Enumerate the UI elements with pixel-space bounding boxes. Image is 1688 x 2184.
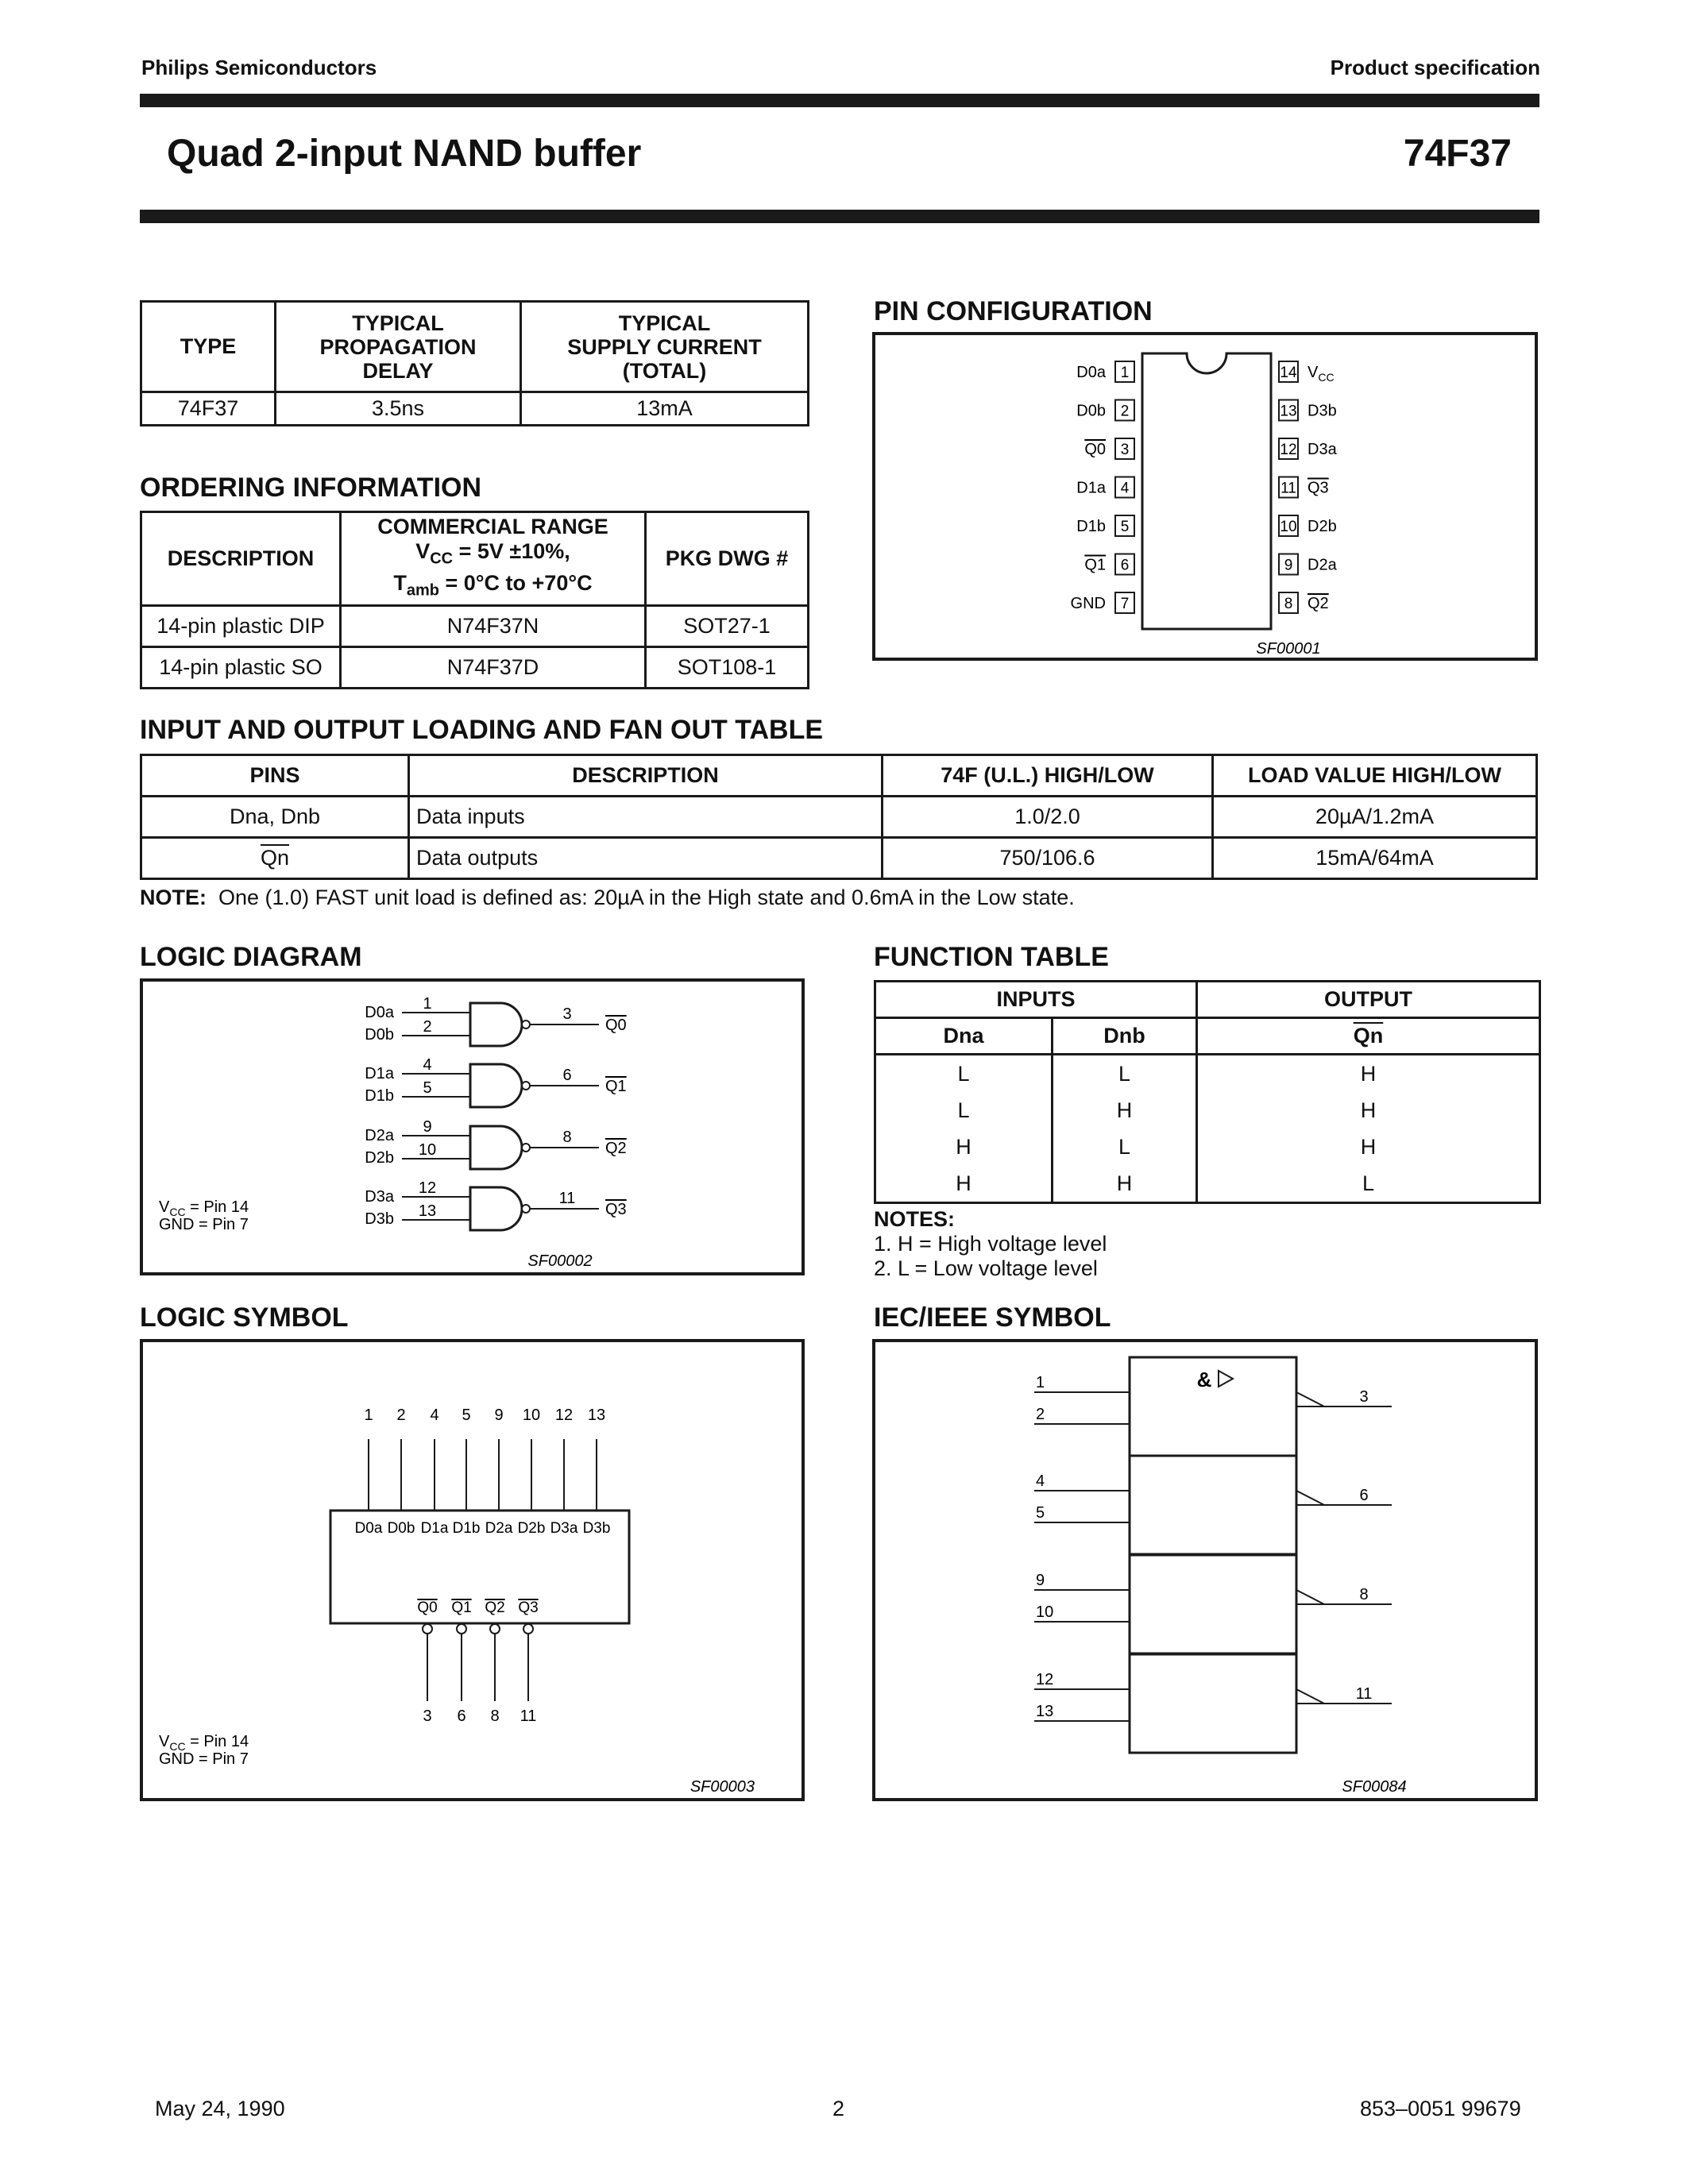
pin-label: Q3 bbox=[1308, 479, 1329, 497]
output-label: Q2 bbox=[485, 1599, 505, 1616]
pin-number: 13 bbox=[418, 1202, 437, 1220]
pin-number: 4 bbox=[423, 1056, 432, 1074]
inversion-bubble bbox=[522, 1021, 530, 1028]
pin-number: 5 bbox=[462, 1406, 471, 1424]
pin-number: 10 bbox=[1280, 519, 1297, 535]
pin-label: D3a bbox=[1308, 441, 1337, 458]
pin-number: 12 bbox=[1036, 1671, 1054, 1688]
pin-number: 11 bbox=[1355, 1685, 1373, 1703]
col-qn: $\overline{Qn}$ bbox=[1197, 1018, 1540, 1055]
loading-load-cell: 20µA/1.2mA bbox=[1213, 797, 1537, 838]
iec-symbol bbox=[875, 1342, 1535, 1798]
ft-cell: H bbox=[1197, 1092, 1540, 1129]
pin-label: Q2 bbox=[1308, 595, 1329, 612]
output-label: Q3 bbox=[605, 1201, 627, 1218]
input-label: D3a bbox=[550, 1520, 578, 1537]
inversion-bubble bbox=[523, 1624, 533, 1634]
page-title: Quad 2-input NAND buffer bbox=[167, 133, 642, 175]
note-1: 1. H = High voltage level bbox=[874, 1232, 1107, 1256]
ordering-table bbox=[140, 511, 809, 689]
loading-ul-cell: 750/106.6 bbox=[883, 838, 1213, 879]
pin-number: 2 bbox=[1036, 1406, 1045, 1423]
loading-header-ul: 74F (U.L.) HIGH/LOW bbox=[883, 755, 1213, 797]
loading-pins-cell: $\overline{Qn}$ bbox=[141, 838, 409, 879]
logic-symbol-box bbox=[140, 1339, 805, 1801]
ordering-desc-cell: 14-pin plastic DIP bbox=[141, 606, 341, 647]
input-label: D1a bbox=[420, 1520, 449, 1537]
inversion-bubble bbox=[423, 1624, 432, 1634]
pin-number: 13 bbox=[1280, 403, 1297, 420]
document-type: Product specification bbox=[1330, 56, 1540, 79]
input-label: D1b bbox=[452, 1520, 481, 1537]
pin-number: 9 bbox=[1284, 557, 1293, 574]
inversion-bubble bbox=[522, 1082, 530, 1090]
pin-number: 12 bbox=[418, 1179, 437, 1197]
pin-number: 8 bbox=[562, 1129, 572, 1146]
pin-number: 1 bbox=[1036, 1374, 1045, 1391]
iec-symbol-box bbox=[872, 1339, 1538, 1801]
page-number: 2 bbox=[832, 2097, 845, 2120]
type-cell: 74F37 bbox=[141, 392, 276, 426]
inversion-bubble bbox=[490, 1624, 500, 1634]
pin-number: 3 bbox=[562, 1005, 572, 1023]
pin-number: 7 bbox=[1120, 596, 1130, 612]
vcc-note: $V_{CC}$ = Pin 14 bbox=[159, 1198, 249, 1218]
pin-label: D2b bbox=[1308, 518, 1337, 535]
input-label: D1b bbox=[365, 1087, 394, 1105]
output-label: Q1 bbox=[451, 1599, 472, 1616]
ft-cell: H bbox=[1053, 1092, 1197, 1129]
pin-number: 6 bbox=[562, 1067, 572, 1084]
pin-label: D0a bbox=[1076, 364, 1106, 381]
pin-number: 1 bbox=[1120, 365, 1130, 381]
function-table-title: FUNCTION TABLE bbox=[874, 942, 1109, 972]
footer-code: 853–0051 99679 bbox=[1360, 2097, 1521, 2120]
input-label: D0b bbox=[365, 1026, 394, 1044]
part-number: 74F37 bbox=[1403, 133, 1512, 175]
loading-ul-cell: 1.0/2.0 bbox=[883, 797, 1213, 838]
ft-cell: L bbox=[875, 1092, 1053, 1129]
ft-cell: H bbox=[875, 1165, 1053, 1203]
input-label: D2a bbox=[365, 1127, 394, 1144]
pin-number: 13 bbox=[587, 1406, 606, 1424]
ft-cell: L bbox=[1053, 1129, 1197, 1165]
pin-number: 5 bbox=[1036, 1504, 1045, 1522]
ordering-pkg-cell: SOT27-1 bbox=[646, 606, 809, 647]
footer-date: May 24, 1990 bbox=[155, 2097, 285, 2120]
figure-code: SF00001 bbox=[1256, 640, 1321, 658]
pin-config-title: PIN CONFIGURATION bbox=[874, 296, 1153, 326]
output-label: Q0 bbox=[417, 1599, 438, 1616]
figure-code: SF00003 bbox=[689, 1778, 755, 1796]
nand-gate-icon bbox=[470, 1126, 522, 1169]
nand-gate-icon bbox=[470, 1003, 522, 1046]
iec-gate-section bbox=[1130, 1555, 1296, 1653]
col-dna: Dna bbox=[875, 1018, 1053, 1055]
loading-desc-cell: Data inputs bbox=[409, 797, 883, 838]
loading-pins-cell: Dna, Dnb bbox=[141, 797, 409, 838]
pin-number: 1 bbox=[423, 995, 432, 1013]
output-label: Q3 bbox=[518, 1599, 539, 1616]
ft-cell: L bbox=[875, 1055, 1053, 1093]
pin-config-diagram bbox=[875, 335, 1535, 658]
iec-gate-section bbox=[1130, 1654, 1296, 1753]
output-label: Q0 bbox=[605, 1017, 627, 1034]
pin-number: 8 bbox=[1284, 596, 1293, 612]
loading-desc-cell: Data outputs bbox=[409, 838, 883, 879]
negation-indicator bbox=[1296, 1392, 1324, 1406]
loading-header-load: LOAD VALUE HIGH/LOW bbox=[1213, 755, 1537, 797]
pin-number: 6 bbox=[1359, 1487, 1369, 1504]
nand-gate-icon bbox=[470, 1187, 522, 1230]
pin-number: 13 bbox=[1036, 1703, 1054, 1720]
loading-load-cell: 15mA/64mA bbox=[1213, 838, 1537, 879]
pin-label: D3b bbox=[1308, 402, 1337, 420]
input-label: D3b bbox=[365, 1210, 394, 1228]
pin-label: $V_{CC}$ bbox=[1308, 364, 1335, 384]
pin-number: 6 bbox=[457, 1707, 466, 1725]
pin-label: Q0 bbox=[1084, 441, 1106, 458]
iec-gate-section bbox=[1130, 1456, 1296, 1554]
pin-number: 5 bbox=[1120, 519, 1130, 535]
output-label: Q2 bbox=[605, 1140, 627, 1157]
input-label: D1a bbox=[365, 1065, 394, 1082]
ft-cell: L bbox=[1053, 1055, 1197, 1093]
pin-number: 11 bbox=[520, 1707, 537, 1725]
output-label: Q1 bbox=[605, 1078, 627, 1095]
pin-number: 3 bbox=[423, 1707, 432, 1725]
pin-number: 8 bbox=[490, 1707, 500, 1725]
pin-number: 10 bbox=[418, 1141, 437, 1159]
pin-number: 3 bbox=[1120, 442, 1130, 458]
pin-number: 3 bbox=[1359, 1388, 1369, 1406]
iec-symbol-title: IEC/IEEE SYMBOL bbox=[874, 1302, 1111, 1333]
pin-number: 4 bbox=[1036, 1472, 1045, 1490]
current-cell: 13mA bbox=[521, 392, 809, 426]
inversion-bubble bbox=[457, 1624, 466, 1634]
nand-gate-icon bbox=[470, 1064, 522, 1107]
col-dnb: Dnb bbox=[1053, 1018, 1197, 1055]
logic-symbol bbox=[143, 1342, 802, 1798]
pin-label: D0b bbox=[1076, 402, 1106, 420]
pin-number: 2 bbox=[423, 1018, 432, 1036]
pin-number: 9 bbox=[423, 1118, 432, 1136]
inversion-bubble bbox=[522, 1144, 530, 1152]
delay-cell: 3.5ns bbox=[276, 392, 521, 426]
gnd-note: GND = Pin 7 bbox=[159, 1750, 249, 1768]
ordering-range-cell: N74F37D bbox=[341, 647, 646, 689]
ft-cell: H bbox=[1197, 1129, 1540, 1165]
negation-indicator bbox=[1296, 1491, 1324, 1505]
pin-number: 2 bbox=[1120, 403, 1130, 420]
loading-note: NOTE: One (1.0) FAST unit load is defined as: 20µA in the High state and 0.6mA in the Low state. bbox=[140, 886, 1075, 909]
inversion-bubble bbox=[522, 1205, 530, 1213]
pin-number: 1 bbox=[364, 1406, 373, 1424]
negation-indicator bbox=[1296, 1590, 1324, 1604]
and-qualifier: & bbox=[1196, 1368, 1212, 1391]
input-label: D3b bbox=[582, 1520, 611, 1537]
logic-diagram bbox=[143, 982, 802, 1272]
ordering-desc-header: DESCRIPTION bbox=[141, 512, 341, 606]
loading-header-desc: DESCRIPTION bbox=[409, 755, 883, 797]
header-rule bbox=[140, 94, 1539, 107]
ordering-range-cell: N74F37N bbox=[341, 606, 646, 647]
title-rule bbox=[140, 210, 1539, 223]
loading-header-pins: PINS bbox=[141, 755, 409, 797]
ordering-desc-cell: 14-pin plastic SO bbox=[141, 647, 341, 689]
pin-config-box bbox=[872, 332, 1538, 661]
pin-number: 4 bbox=[1120, 480, 1130, 497]
figure-code: SF00084 bbox=[1342, 1778, 1407, 1796]
input-label: D0a bbox=[354, 1520, 383, 1537]
pin-number: 9 bbox=[1036, 1572, 1045, 1589]
figure-code: SF00002 bbox=[527, 1252, 593, 1270]
ordering-title: ORDERING INFORMATION bbox=[140, 473, 482, 503]
input-label: D0a bbox=[365, 1004, 394, 1021]
dip-package-outline bbox=[1142, 353, 1271, 629]
type-header: TYPE bbox=[141, 302, 276, 392]
delay-header: TYPICAL PROPAGATION DELAY bbox=[276, 302, 521, 392]
pin-number: 11 bbox=[1280, 480, 1296, 497]
input-label: D2a bbox=[485, 1520, 513, 1537]
buffer-triangle-icon bbox=[1219, 1371, 1233, 1387]
logic-diagram-box bbox=[140, 978, 805, 1275]
output-header: OUTPUT bbox=[1197, 982, 1540, 1018]
pin-label: GND bbox=[1070, 595, 1106, 612]
ft-cell: H bbox=[875, 1129, 1053, 1165]
gnd-note: GND = Pin 7 bbox=[159, 1216, 249, 1233]
pin-number: 12 bbox=[1280, 442, 1297, 458]
pin-number: 11 bbox=[558, 1190, 576, 1207]
input-label: D3a bbox=[365, 1188, 394, 1206]
input-label: D2b bbox=[365, 1149, 394, 1167]
pin-number: 2 bbox=[396, 1406, 406, 1424]
inputs-header: INPUTS bbox=[875, 982, 1197, 1018]
ft-cell: L bbox=[1197, 1165, 1540, 1203]
iec-gate-section bbox=[1130, 1357, 1296, 1456]
pin-number: 9 bbox=[494, 1406, 504, 1424]
input-label: D0b bbox=[387, 1520, 415, 1537]
ft-cell: H bbox=[1053, 1165, 1197, 1203]
input-label: D2b bbox=[517, 1520, 546, 1537]
pin-label: D1b bbox=[1076, 518, 1106, 535]
function-table bbox=[874, 980, 1541, 1204]
current-header: TYPICAL SUPPLY CURRENT (TOTAL) bbox=[521, 302, 809, 392]
loading-title: INPUT AND OUTPUT LOADING AND FAN OUT TABLE bbox=[140, 715, 824, 745]
company-name: Philips Semiconductors bbox=[141, 56, 377, 79]
pin-label: D1a bbox=[1076, 479, 1106, 497]
logic-diagram-title: LOGIC DIAGRAM bbox=[140, 942, 362, 972]
notes-label: NOTES: bbox=[874, 1207, 956, 1231]
ordering-range-header: COMMERCIAL RANGE $V_{CC} = 5V \pm 10\%$, $T_{amb} = 0^\circ C$ to +70°C bbox=[341, 512, 646, 606]
pin-number: 10 bbox=[1036, 1603, 1054, 1621]
pin-number: 5 bbox=[423, 1079, 432, 1097]
pin-number: 4 bbox=[430, 1406, 439, 1424]
pin-number: 14 bbox=[1280, 365, 1297, 381]
ft-cell: H bbox=[1197, 1055, 1540, 1093]
pin-number: 10 bbox=[522, 1406, 541, 1424]
negation-indicator bbox=[1296, 1689, 1324, 1704]
ordering-pkg-cell: SOT108-1 bbox=[646, 647, 809, 689]
ordering-pkg-header: PKG DWG # bbox=[646, 512, 809, 606]
pin-number: 8 bbox=[1359, 1586, 1369, 1603]
type-table bbox=[140, 300, 809, 426]
logic-symbol-title: LOGIC SYMBOL bbox=[140, 1302, 349, 1333]
pin-label: Q1 bbox=[1084, 556, 1106, 574]
pin-number: 12 bbox=[554, 1406, 574, 1424]
note-2: 2. L = Low voltage level bbox=[874, 1256, 1098, 1280]
pin-number: 6 bbox=[1120, 557, 1130, 574]
loading-table bbox=[140, 754, 1538, 880]
vcc-note: $V_{CC}$ = Pin 14 bbox=[159, 1733, 249, 1753]
pin-label: D2a bbox=[1308, 556, 1337, 574]
